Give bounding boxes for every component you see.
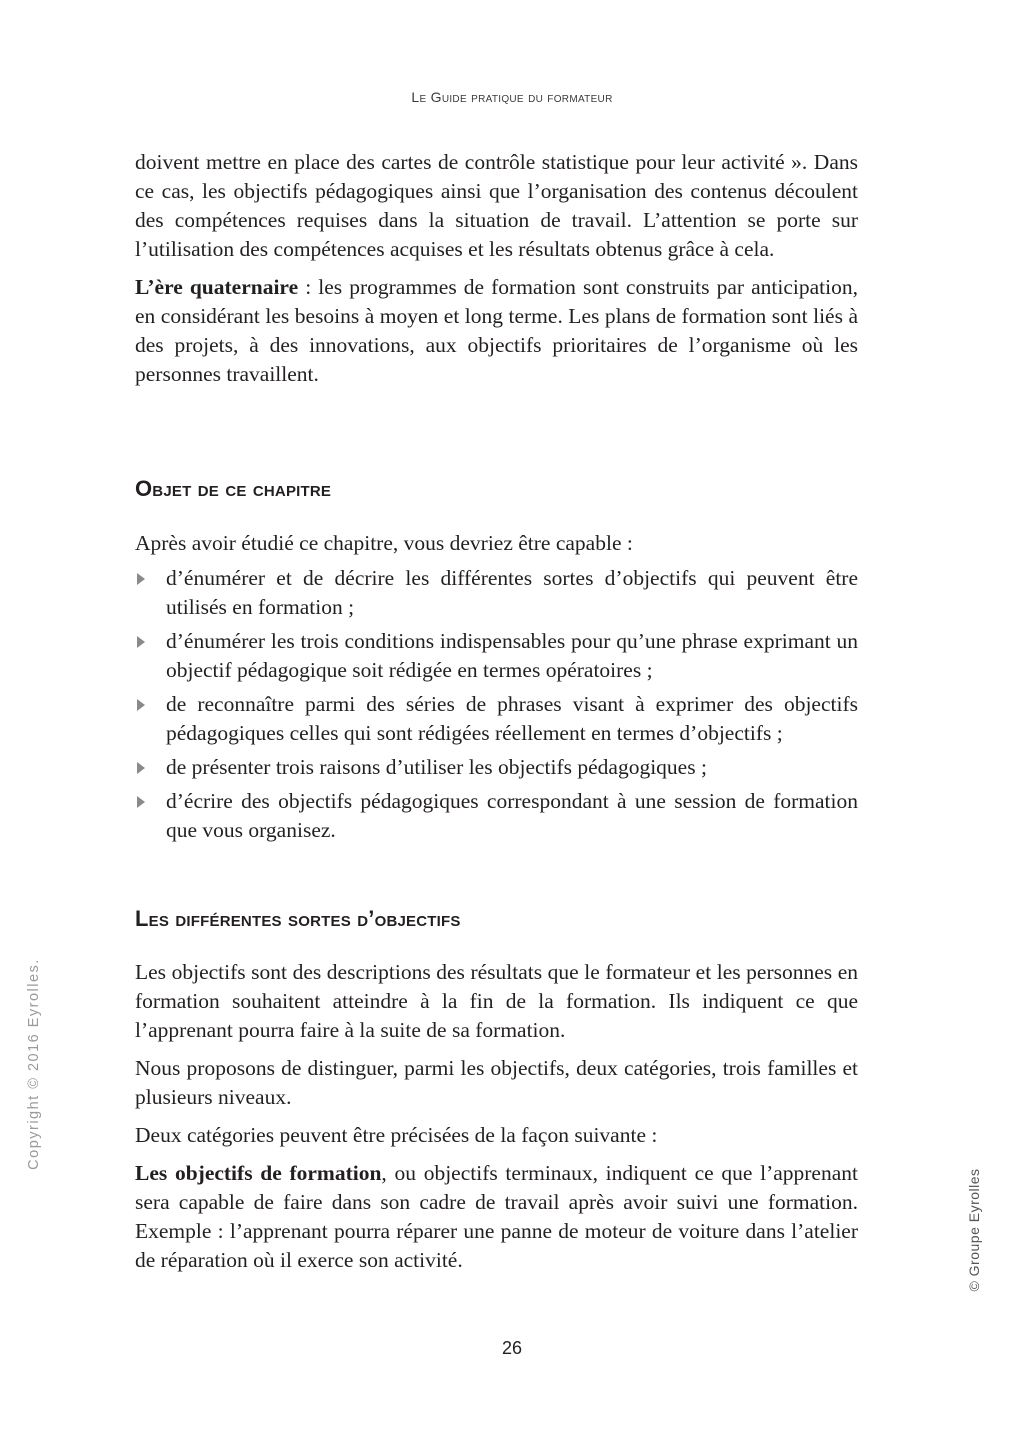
formation-paragraph — [135, 1159, 858, 1275]
quaternaire-lead: L’ère quaternaire — [135, 275, 299, 299]
section-heading-objet: Objet de ce chapitre — [135, 476, 332, 501]
sortes-block — [135, 958, 858, 1275]
list-item — [135, 753, 858, 782]
list-item-text: d’énumérer et de décrire les différentes sortes d’objectifs qui peuvent être utilisés en formation ; — [166, 566, 858, 619]
list-item-text: d’écrire des objectifs pédagogiques correspondant à une session de formation que vous organisez. — [166, 789, 858, 842]
list-item-text: de reconnaître parmi des séries de phrases visant à exprimer des objectifs pédagogiques celles qui sont rédigées réellement en termes d’objectifs ; — [166, 692, 858, 745]
triangle-bullet-icon — [137, 699, 145, 711]
objet-intro: Après avoir étudié ce chapitre, vous devriez être capable : — [135, 531, 633, 555]
triangle-bullet-icon — [137, 762, 145, 774]
running-header: Le Guide pratique du formateur — [411, 89, 613, 105]
quaternaire-text: : les programmes de formation sont construits par anticipation, en considérant les besoins à moyen et long terme. Les plans de formation sont liés à des projets, à des innovations, aux objectifs prioritaires de l’organisme où les personnes travaillent. — [135, 275, 858, 386]
sortes-paragraph-3: Deux catégories peuvent être précisées de la façon suivante : — [135, 1123, 658, 1147]
page-number: 26 — [501, 1338, 523, 1358]
sortes-paragraph-2: Nous proposons de distinguer, parmi les objectifs, deux catégories, trois familles et plusieurs niveaux. — [135, 1056, 858, 1109]
list-item — [135, 787, 858, 845]
objet-bullet-list — [135, 564, 858, 845]
sortes-paragraph-1: Les objectifs sont des descriptions des résultats que le formateur et les personnes en formation souhaitent atteindre à la fin de la formation. Ils indiquent ce que l’apprenant pourra faire à la suite de sa formation. — [135, 960, 858, 1042]
intro-paragraph: doivent mettre en place des cartes de contrôle statistique pour leur activité ». Dans ce cas, les objectifs pédagogiques ainsi que l’organisation des contenus découlent des compétences requises dans la situation de travail. L’attention se porte sur l’utilisation des compétences acquises et les résultats obtenus grâce à cela. — [135, 150, 858, 261]
triangle-bullet-icon — [137, 573, 145, 585]
list-item — [135, 564, 858, 622]
objet-block — [135, 529, 858, 850]
triangle-bullet-icon — [137, 636, 145, 648]
quaternaire-paragraph — [135, 273, 858, 389]
list-item — [135, 690, 858, 748]
list-item-text: d’énumérer les trois conditions indispensables pour qu’une phrase exprimant un objectif pédagogique soit rédigée en termes opératoires ; — [166, 629, 858, 682]
copyright-vertical-right: © Groupe Eyrolles — [966, 1168, 982, 1292]
list-item — [135, 627, 858, 685]
formation-lead: Les objectifs de formation — [135, 1161, 382, 1185]
intro-block — [135, 148, 858, 389]
section-heading-sortes: Les différentes sortes d’objectifs — [135, 906, 461, 931]
list-item-text: de présenter trois raisons d’utiliser les objectifs pédagogiques ; — [166, 755, 707, 779]
formation-text: , ou objectifs terminaux, indiquent ce que l’apprenant sera capable de faire dans son cadre de travail après avoir suivi une formation. Exemple : l’apprenant pourra réparer une panne de moteur de voiture dans l’atelier de réparation où il exerce son activité. — [135, 1161, 858, 1272]
copyright-vertical-left: Copyright © 2016 Eyrolles. — [26, 958, 42, 1170]
triangle-bullet-icon — [137, 796, 145, 808]
